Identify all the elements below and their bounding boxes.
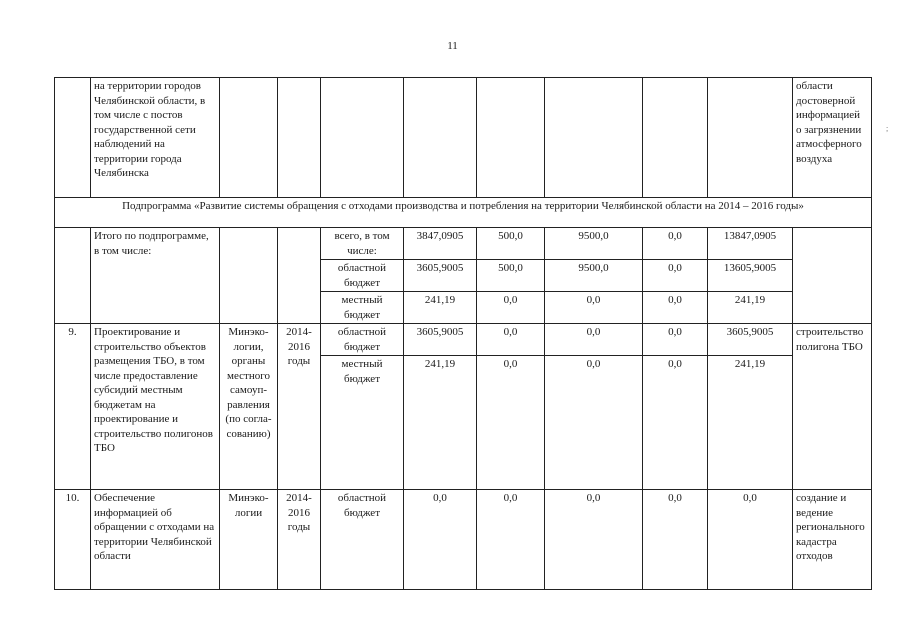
- item9-2014-regional: 3605,9005: [404, 324, 477, 356]
- item10-result: создание и ведение регионального кадастра отходов: [793, 490, 872, 590]
- total-num-cell: [55, 228, 91, 324]
- total-source-all: всего, в том числе:: [321, 228, 404, 260]
- item9-source-local: местный бюджет: [321, 356, 404, 490]
- item9-row-regional: [55, 324, 872, 356]
- cont-term-cell: [278, 78, 321, 198]
- item10-term: 2014-2016 годы: [278, 490, 321, 590]
- total-other-local: 0,0: [643, 292, 708, 324]
- total-name-cell: Итого по подпрограмме, в том числе:: [91, 228, 220, 324]
- item9-sum-local: 241,19: [708, 356, 793, 490]
- item9-num: 9.: [55, 324, 91, 490]
- total-executor-cell: [220, 228, 278, 324]
- cont-other-cell: [643, 78, 708, 198]
- total-2014-local: 241,19: [404, 292, 477, 324]
- item9-other-regional: 0,0: [643, 324, 708, 356]
- total-2014-all: 3847,0905: [404, 228, 477, 260]
- total-result-cell: [793, 228, 872, 324]
- total-2014-regional: 3605,9005: [404, 260, 477, 292]
- edge-mark: ;: [886, 124, 889, 133]
- cont-source-cell: [321, 78, 404, 198]
- item9-other-local: 0,0: [643, 356, 708, 490]
- total-2015-all: 500,0: [477, 228, 545, 260]
- item9-2015-local: 0,0: [477, 356, 545, 490]
- total-other-all: 0,0: [643, 228, 708, 260]
- program-table: [54, 77, 872, 590]
- total-sum-regional: 13605,9005: [708, 260, 793, 292]
- item9-2016-regional: 0,0: [545, 324, 643, 356]
- total-other-regional: 0,0: [643, 260, 708, 292]
- item9-sum-regional: 3605,9005: [708, 324, 793, 356]
- item9-name: Проектирование и строительство объектов размещения ТБО, в том числе предоставление субсидий местным бюджетам на проектирование и строительство полигонов ТБО: [91, 324, 220, 490]
- item9-source-regional: областной бюджет: [321, 324, 404, 356]
- item10-2016-regional: 0,0: [545, 490, 643, 590]
- cont-num-cell: [55, 78, 91, 198]
- total-sum-all: 13847,0905: [708, 228, 793, 260]
- item10-other-regional: 0,0: [643, 490, 708, 590]
- item9-executor: Минэко-логии, органы местного самоуп-равления (по согла-сованию): [220, 324, 278, 490]
- item10-executor: Минэко-логии: [220, 490, 278, 590]
- total-row-all: [55, 228, 872, 260]
- cont-name-cell: на территории городов Челябинской области, в том числе с постов государственной сети наблюдений на территории города Челябинска: [91, 78, 220, 198]
- item10-num: 10.: [55, 490, 91, 590]
- cont-executor-cell: [220, 78, 278, 198]
- item9-2014-local: 241,19: [404, 356, 477, 490]
- item10-2015-regional: 0,0: [477, 490, 545, 590]
- item10-row-regional: [55, 490, 872, 590]
- subprogram-header-row: [55, 198, 872, 228]
- total-term-cell: [278, 228, 321, 324]
- item9-result: строительство полигона ТБО: [793, 324, 872, 490]
- cont-total-cell: [708, 78, 793, 198]
- total-source-local: местный бюджет: [321, 292, 404, 324]
- cont-2014-cell: [404, 78, 477, 198]
- total-sum-local: 241,19: [708, 292, 793, 324]
- total-2016-regional: 9500,0: [545, 260, 643, 292]
- item10-source-regional: областной бюджет: [321, 490, 404, 590]
- item10-sum-regional: 0,0: [708, 490, 793, 590]
- subprogram-title: Подпрограмма «Развитие системы обращения с отходами производства и потребления на территории Челябинской области на 2014 – 2016 годы»: [55, 198, 872, 228]
- item9-2015-regional: 0,0: [477, 324, 545, 356]
- total-source-regional: областной бюджет: [321, 260, 404, 292]
- item10-2014-regional: 0,0: [404, 490, 477, 590]
- cont-2016-cell: [545, 78, 643, 198]
- cont-result-cell: области достоверной информацией о загрязнении атмосферного воздуха: [793, 78, 872, 198]
- total-2015-local: 0,0: [477, 292, 545, 324]
- total-2015-regional: 500,0: [477, 260, 545, 292]
- item10-name: Обеспечение информацией об обращении с отходами на территории Челябинской области: [91, 490, 220, 590]
- item9-2016-local: 0,0: [545, 356, 643, 490]
- page-number: 11: [447, 40, 458, 52]
- total-2016-all: 9500,0: [545, 228, 643, 260]
- total-2016-local: 0,0: [545, 292, 643, 324]
- item9-term: 2014-2016 годы: [278, 324, 321, 490]
- continuation-row: [55, 78, 872, 198]
- cont-2015-cell: [477, 78, 545, 198]
